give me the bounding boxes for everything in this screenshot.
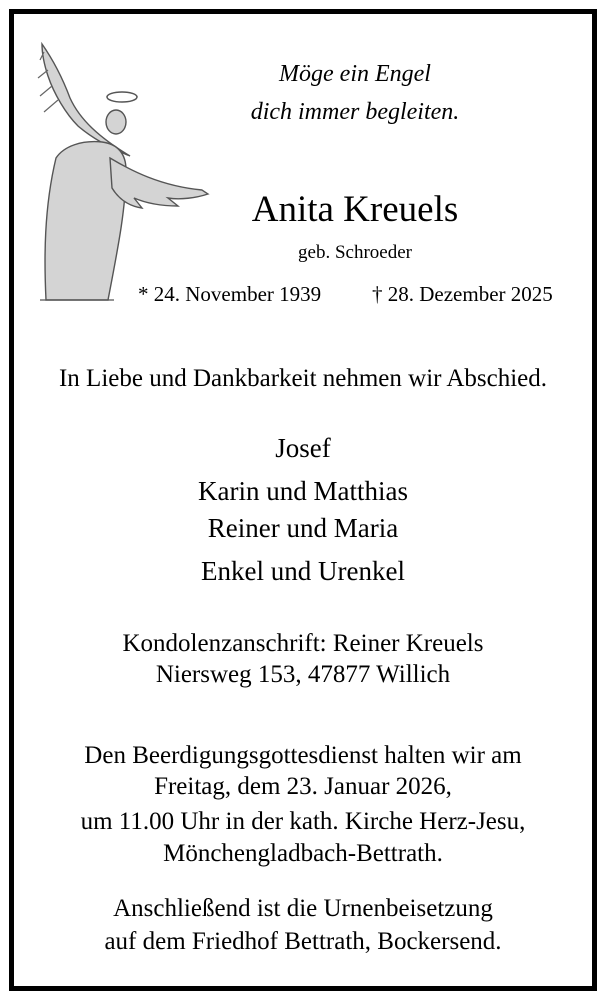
mourner-name: Reiner und Maria (207, 513, 399, 543)
deceased-name: Anita Kreuels (251, 189, 459, 230)
verse-line-1: Möge ein Engel (279, 61, 431, 87)
angel-illustration (30, 38, 220, 308)
maiden-name: geb. Schroeder (298, 242, 412, 263)
condolence-address-line-2: Niersweg 153, 47877 Willich (155, 661, 451, 688)
mourner-name: Karin und Matthias (198, 476, 408, 506)
condolence-address-line-1: Kondolenzanschrift: Reiner Kreuels (122, 630, 484, 657)
birth-date: * 24. November 1939 (138, 282, 322, 306)
verse-line-2: dich immer begleiten. (250, 99, 460, 125)
funeral-info-line-2: Freitag, dem 23. Januar 2026, (154, 773, 452, 800)
burial-info-line-1: Anschließend ist die Urnenbeisetzung (113, 895, 493, 922)
farewell-text: In Liebe und Dankbarkeit nehmen wir Abschied. (58, 365, 548, 392)
mourner-name: Josef (275, 433, 331, 463)
funeral-info-line-4: Mönchengladbach-Bettrath. (163, 840, 443, 867)
burial-info-line-2: auf dem Friedhof Bettrath, Bockersend. (104, 928, 502, 955)
funeral-info-line-3: um 11.00 Uhr in der kath. Kirche Herz-Jesu, (80, 808, 526, 835)
funeral-info-line-1: Den Beerdigungsgottesdienst halten wir am (84, 742, 522, 769)
death-date: † 28. Dezember 2025 (372, 282, 553, 306)
mourner-name: Enkel und Urenkel (201, 556, 405, 586)
